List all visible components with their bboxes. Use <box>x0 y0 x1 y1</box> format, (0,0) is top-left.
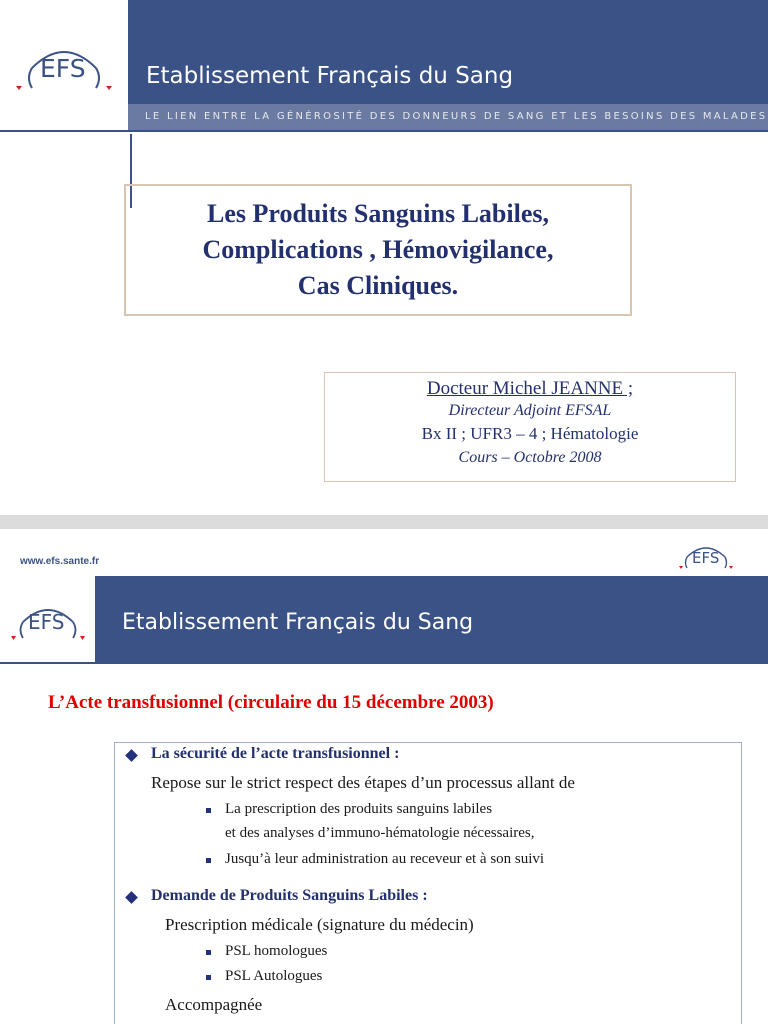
diamond-bullet-icon <box>125 891 138 904</box>
title-line-2: Complications , Hémovigilance, <box>202 235 554 264</box>
slide-2 <box>0 576 768 1024</box>
square-bullet-icon <box>206 808 211 813</box>
course-date: Cours – Octobre 2008 <box>458 449 602 466</box>
logo-text: EFS <box>40 54 86 83</box>
header-title-2: Etablissement Français du Sang <box>122 610 474 635</box>
section-2-title: Demande de Produits Sanguins Labiles : <box>151 887 428 904</box>
header-divider <box>0 130 768 132</box>
slide-heading: L’Acte transfusionnel (circulaire du 15 décembre 2003) <box>48 692 494 713</box>
content-box <box>114 742 742 1024</box>
title-line-1: Les Produits Sanguins Labiles, <box>207 199 549 228</box>
square-bullet-icon <box>206 858 211 863</box>
presentation-title-box <box>124 184 632 316</box>
section-2-bullet-1: PSL homologues <box>225 943 328 959</box>
section-1-title: La sécurité de l’acte transfusionnel : <box>151 745 400 762</box>
footer-logo-text: EFS <box>692 549 720 567</box>
footer-efs-logo <box>678 539 734 571</box>
efs-logo <box>14 38 114 92</box>
header-divider-2 <box>0 662 768 664</box>
section-1-text: Repose sur le strict respect des étapes d’un processus allant de <box>151 773 575 792</box>
header-title: Etablissement Français du Sang <box>146 63 514 89</box>
title-line-3: Cas Cliniques. <box>297 271 459 300</box>
footer-url: www.efs.sante.fr <box>20 556 100 567</box>
author-department: Bx II ; UFR3 – 4 ; Hématologie <box>421 424 639 443</box>
logo-area <box>0 0 128 130</box>
section-2-after: Accompagnée <box>165 995 263 1014</box>
logo-text-2: EFS <box>28 610 65 634</box>
efs-logo-2 <box>10 598 86 642</box>
square-bullet-icon <box>206 950 211 955</box>
section-2-text: Prescription médicale (signature du médecin) <box>165 915 474 934</box>
header-tagline: LE LIEN ENTRE LA GÉNÉROSITÉ DES DONNEURS DE SANG ET LES BESOINS DES MALADES <box>128 104 768 130</box>
slide-separator <box>0 515 768 529</box>
square-bullet-icon <box>206 975 211 980</box>
logo-area-2 <box>0 576 95 662</box>
author-box <box>324 372 736 482</box>
section-1-bullet-1: La prescription des produits sanguins labiles <box>225 801 493 817</box>
author-name: Docteur Michel JEANNE ; <box>426 378 634 399</box>
section-1-bullet-2: Jusqu’à leur administration au receveur et à son suivi <box>225 851 545 867</box>
author-role: Directeur Adjoint EFSAL <box>448 402 612 419</box>
section-2-bullet-2: PSL Autologues <box>225 968 323 984</box>
slide-1-footer <box>0 529 768 576</box>
diamond-bullet-icon <box>125 749 138 762</box>
section-1-bullet-1-cont: et des analyses d’immuno-hématologie nécessaires, <box>225 825 535 841</box>
